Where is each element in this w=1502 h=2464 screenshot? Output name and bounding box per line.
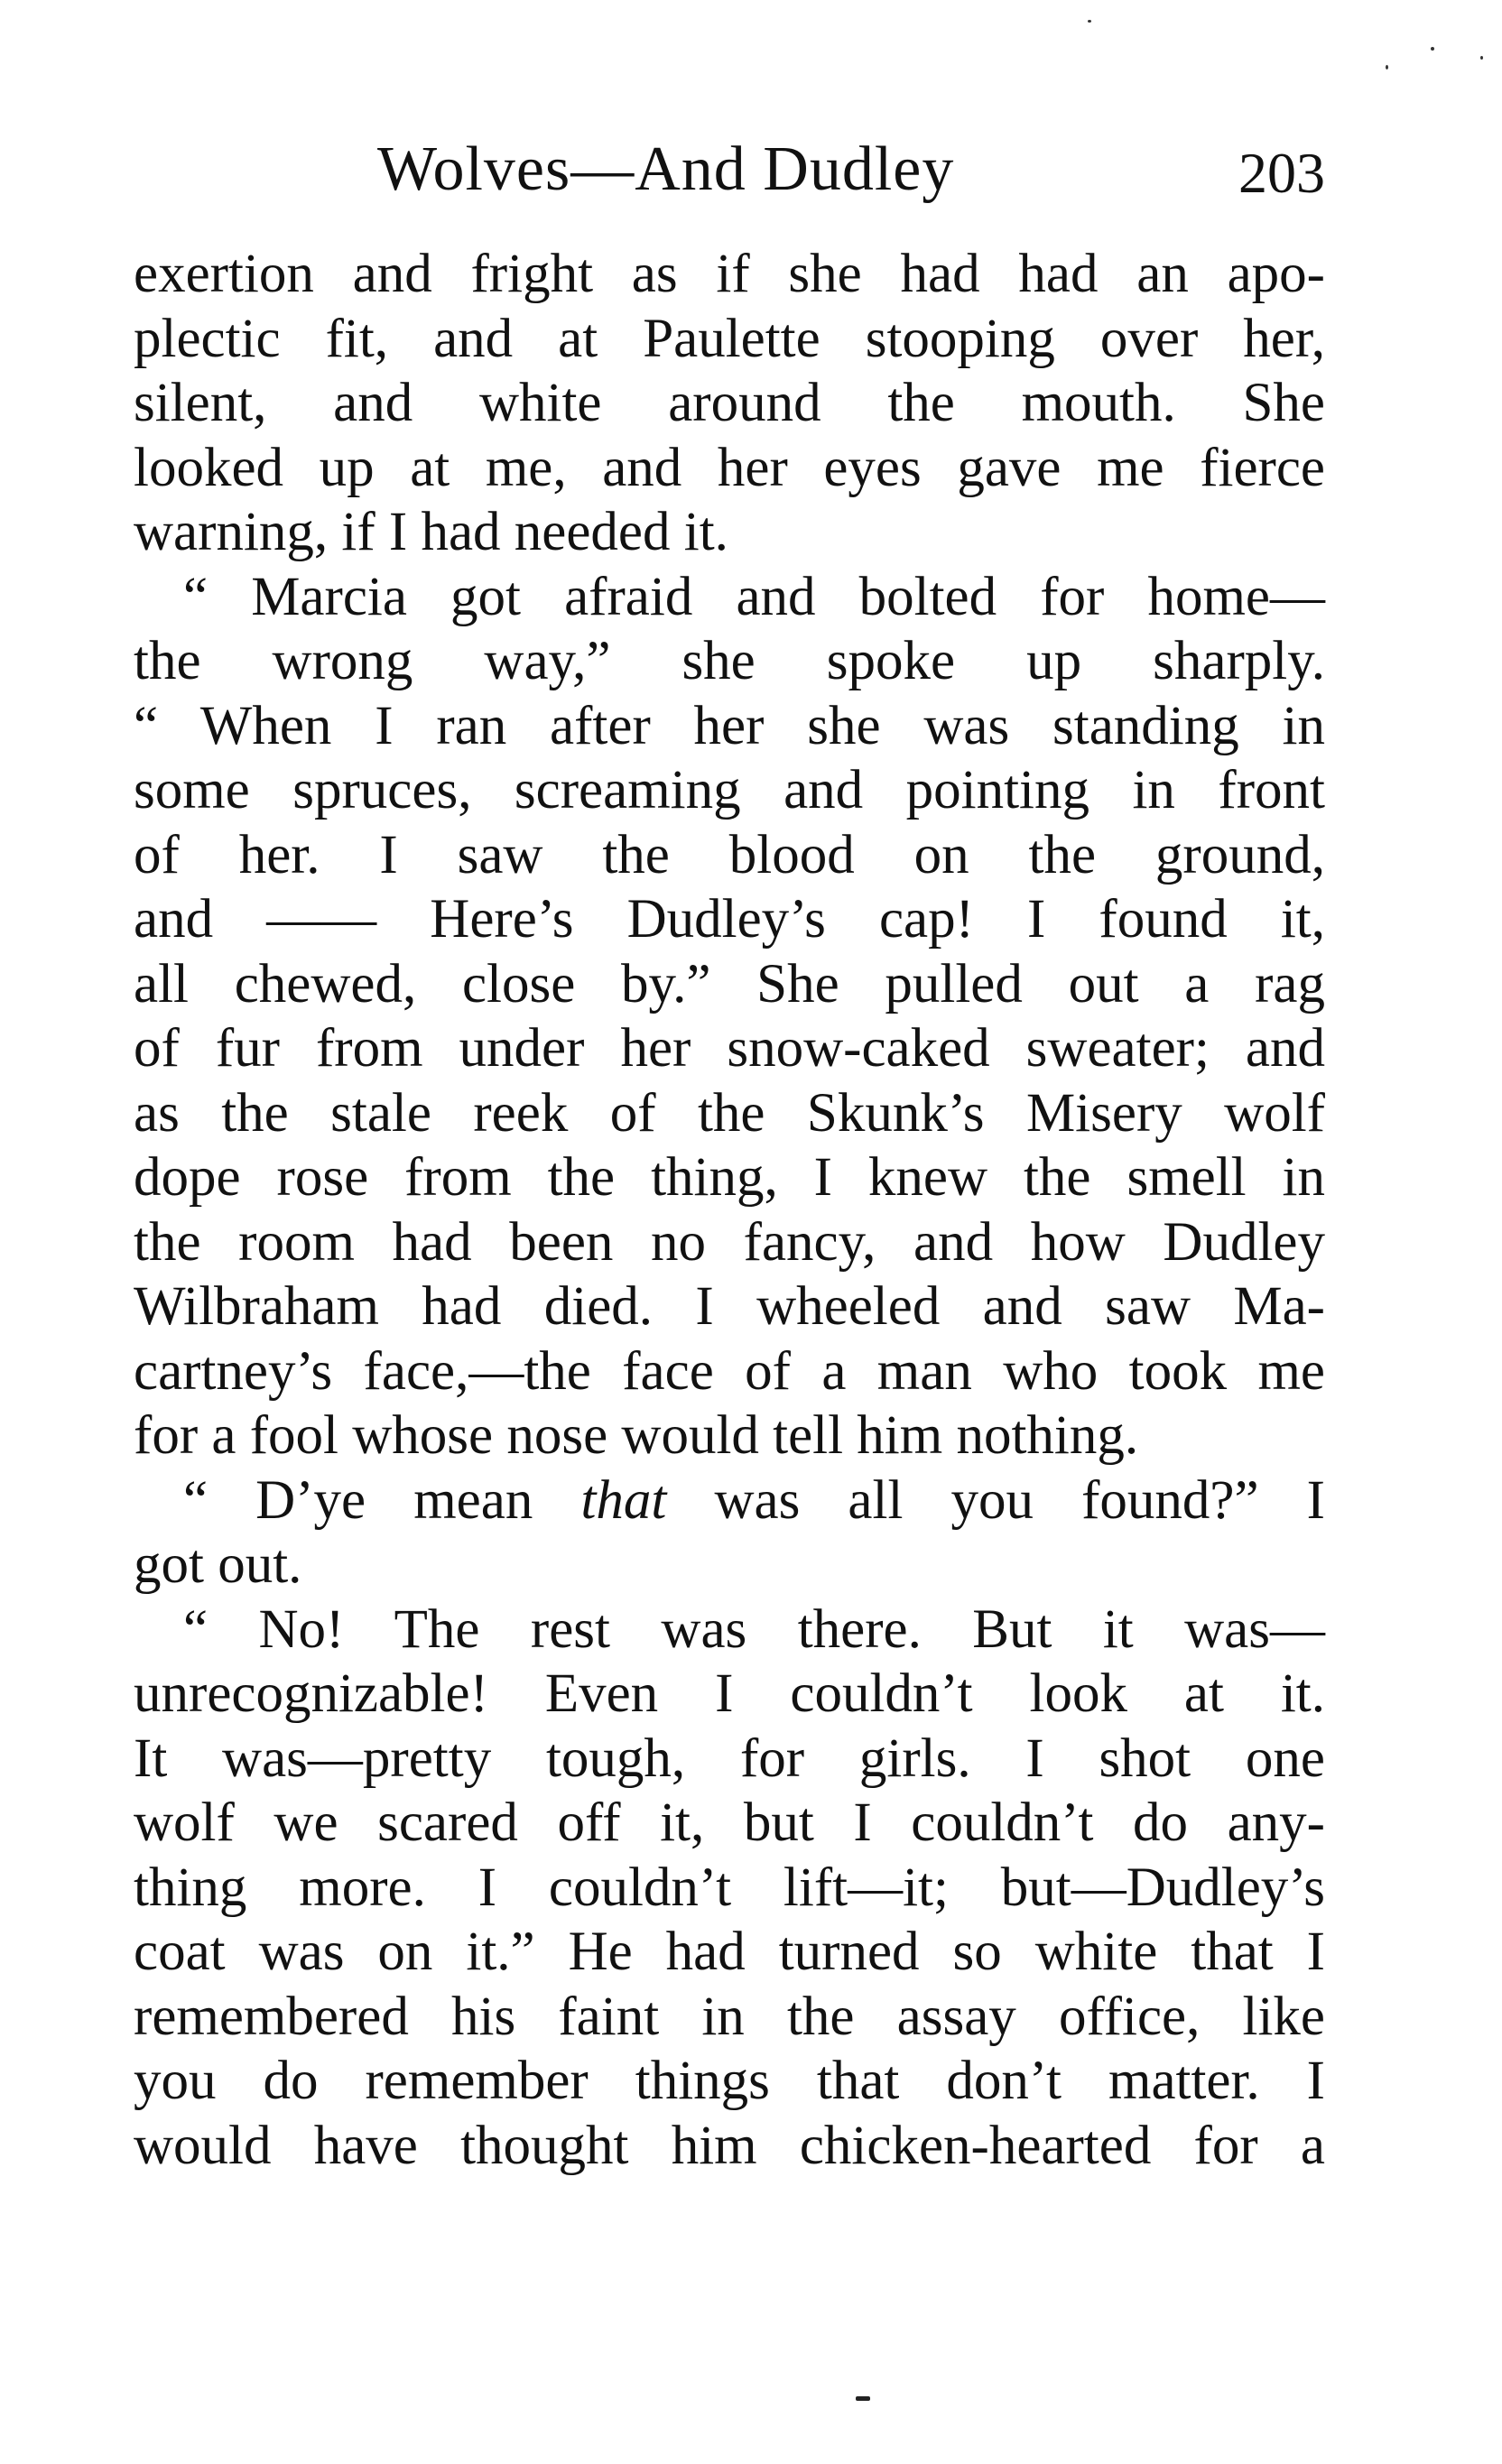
text-line: you do remember things that don’t matter. I: [134, 2051, 1325, 2111]
running-head: Wolves—And Dudley: [377, 134, 955, 204]
ink-mark: [856, 2396, 870, 2401]
text-line: unrecognizable! Even I couldn’t look at it.: [134, 1663, 1325, 1724]
text-line: got out.: [134, 1534, 302, 1595]
text-line: warning, if I had needed it.: [134, 502, 728, 562]
text-line: silent, and white around the mouth. She: [134, 373, 1325, 433]
text-line: plectic fit, and at Paulette stooping over her,: [134, 308, 1325, 369]
text-line: thing more. I couldn’t lift—it; but—Dudley’s: [134, 1857, 1325, 1918]
text-line: wolf we scared off it, but I couldn’t do any-: [134, 1792, 1325, 1853]
text-line: the room had been no fancy, and how Dudley: [134, 1211, 1325, 1273]
text-line: for a fool whose nose would tell him nothing.: [134, 1405, 1139, 1466]
text-line: the wrong way,” she spoke up sharply.: [134, 631, 1325, 691]
text-line: would have thought him chicken-hearted for a: [134, 2115, 1325, 2176]
page-header: [134, 125, 1325, 215]
text-line: cartney’s face,—the face of a man who took me: [134, 1340, 1325, 1402]
text-line: some spruces, screaming and pointing in front: [134, 760, 1325, 820]
text-line: It was—pretty tough, for girls. I shot one: [134, 1728, 1325, 1789]
ink-speck: [1480, 56, 1483, 60]
text-line: [134, 1468, 1325, 1533]
text-line: as the stale reek of the Skunk’s Misery wolf: [134, 1082, 1325, 1144]
page-number: 203: [1238, 141, 1325, 205]
text-line: and —— Here’s Dudley’s cap! I found it,: [134, 889, 1325, 949]
text-run: was all you found?” I: [666, 1469, 1325, 1531]
text-line: exertion and fright as if she had had an apo-: [134, 244, 1325, 304]
text-line: “ When I ran after her she was standing in: [134, 695, 1325, 756]
ink-speck: [1386, 65, 1388, 69]
italic-word: that: [580, 1469, 667, 1531]
ink-speck: [1431, 47, 1434, 51]
text-line: “ Marcia got afraid and bolted for home—: [183, 566, 1325, 627]
text-line: of fur from under her snow-caked sweater; and: [134, 1018, 1325, 1079]
ink-speck: [1088, 20, 1091, 23]
text-line: looked up at me, and her eyes gave me fierce: [134, 437, 1325, 498]
text-line: remembered his faint in the assay office, like: [134, 1986, 1325, 2047]
body-text: [134, 242, 1325, 2178]
text-line: coat was on it.” He had turned so white that I: [134, 1922, 1325, 1982]
text-line: dope rose from the thing, I knew the smell in: [134, 1147, 1325, 1208]
text-line: Wilbraham had died. I wheeled and saw Ma-: [134, 1276, 1325, 1337]
text-line: of her. I saw the blood on the ground,: [134, 824, 1325, 885]
text-line: all chewed, close by.” She pulled out a rag: [134, 953, 1325, 1014]
text-run: “ D’ye mean: [183, 1469, 581, 1531]
text-line: “ No! The rest was there. But it was—: [183, 1598, 1325, 1660]
